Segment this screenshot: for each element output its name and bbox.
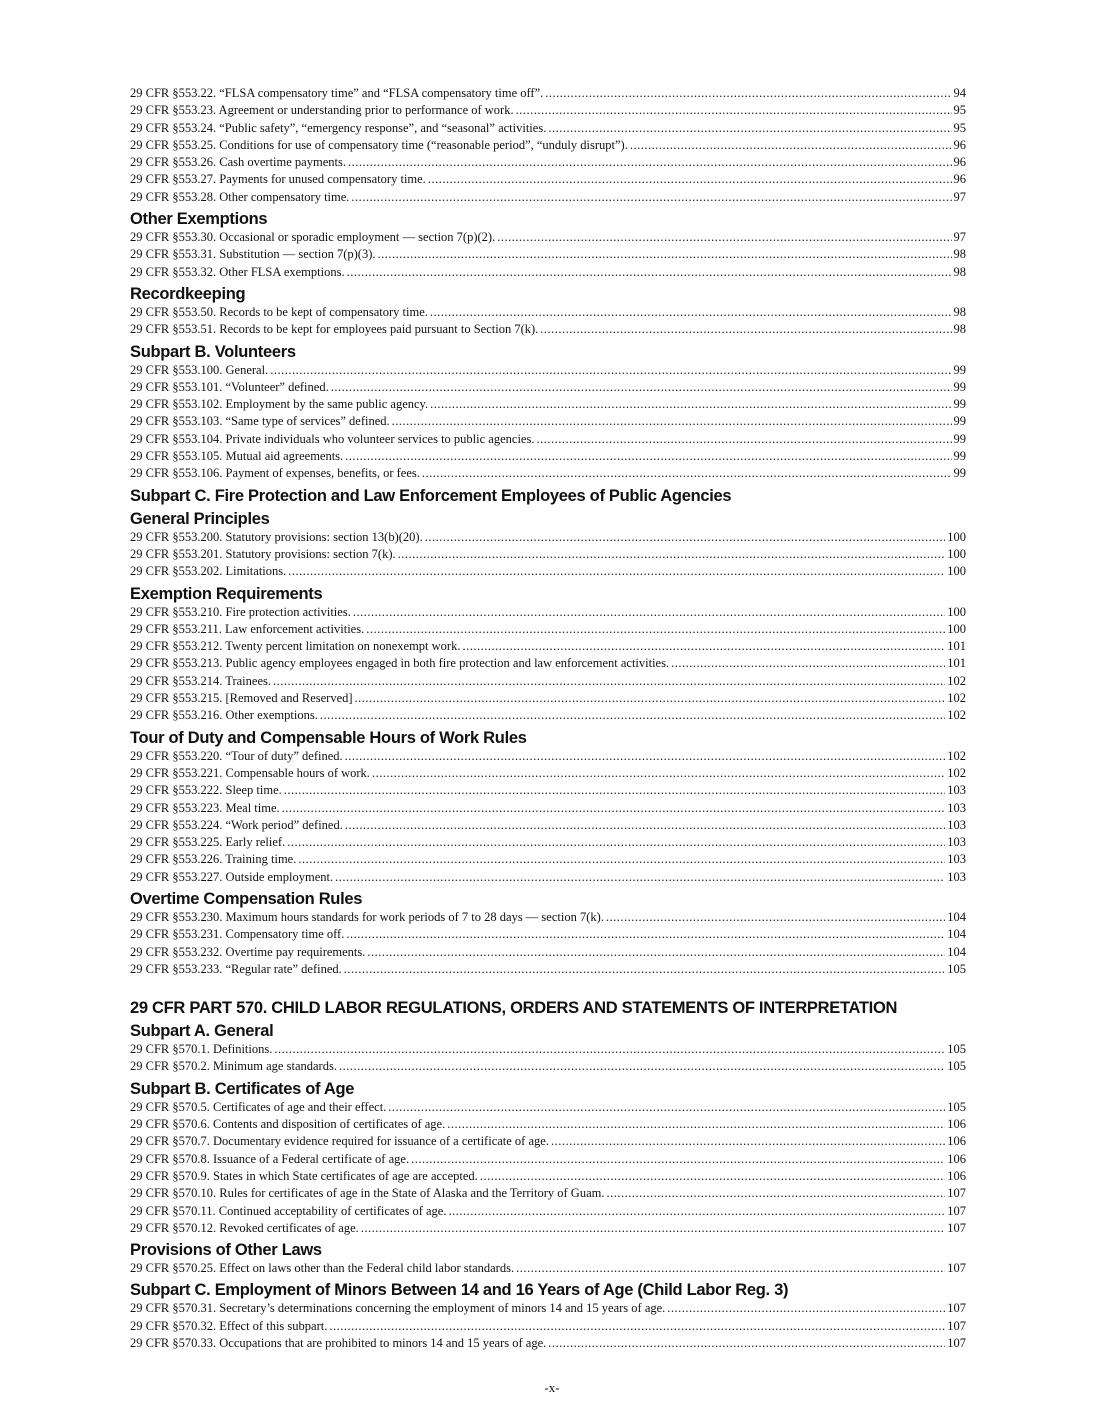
toc-entry-page: 106 [947,1134,966,1149]
toc-entry-page: 99 [953,449,966,464]
toc-entry-title: 29 CFR §553.25. Conditions for use of compensatory time (“reasonable period”, “unduly disrupt”). [130,137,628,152]
toc-entry[interactable] [130,189,966,206]
dot-leader [671,655,945,672]
toc-entry[interactable] [130,448,966,465]
toc-entry-title: 29 CFR §570.12. Revoked certificates of age. [130,1220,359,1235]
dot-leader [398,546,946,563]
toc-entry-title: 29 CFR §570.9. States in which State certificates of age are accepted. [130,1168,478,1183]
toc-entry-title: 29 CFR §553.101. “Volunteer” defined. [130,379,329,394]
toc-entry-page: 96 [953,172,966,187]
toc-entry-title: 29 CFR §553.231. Compensatory time off. [130,927,345,942]
dot-leader [331,379,952,396]
dot-leader [630,137,952,154]
toc-entry[interactable] [130,800,966,817]
dot-leader [367,944,945,961]
toc-entry-title: 29 CFR §553.23. Agreement or understanding prior to performance of work. [130,103,514,118]
section-heading: Exemption Requirements [130,584,323,603]
toc-entry[interactable] [130,321,966,338]
dot-leader [345,748,946,765]
toc-entry-page: 103 [947,852,966,867]
toc-entry-page: 100 [947,529,966,544]
toc-entry-page: 99 [953,379,966,394]
section-heading: Recordkeeping [130,284,246,303]
toc-entry-page: 99 [953,397,966,412]
dot-leader [497,229,951,246]
toc-entry-page: 105 [947,1042,966,1057]
toc-entry[interactable] [130,1203,966,1220]
toc-entry-title: 29 CFR §570.11. Continued acceptability of certificates of age. [130,1203,447,1218]
dot-leader [284,782,946,799]
toc-entry-page: 103 [947,835,966,850]
dot-leader [545,85,951,102]
toc-entry[interactable] [130,362,966,379]
toc-entry-title: 29 CFR §553.24. “Public safety”, “emergency response”, and “seasonal” activities. [130,120,547,135]
dot-leader [667,1300,945,1317]
toc-entry-page: 103 [947,869,966,884]
dot-leader [347,264,952,281]
dot-leader [425,529,946,546]
dot-leader [516,102,952,119]
toc-entry-title: 29 CFR §553.51. Records to be kept for employees paid pursuant to Section 7(k). [130,322,539,337]
toc-entry[interactable] [130,154,966,171]
toc-entry-title: 29 CFR §553.202. Limitations. [130,564,287,579]
dot-leader [536,431,951,448]
toc-entry-title: 29 CFR §553.232. Overtime pay requirements. [130,944,366,959]
toc-entry-title: 29 CFR §570.2. Minimum age standards. [130,1059,337,1074]
toc-entry-page: 95 [953,103,966,118]
toc-entry[interactable] [130,85,966,102]
toc-entry[interactable] [130,431,966,448]
toc-entry-page: 106 [947,1117,966,1132]
toc-entry-page: 101 [947,656,966,671]
toc-entry-page: 107 [947,1336,966,1351]
toc-entry-page: 103 [947,817,966,832]
dot-leader [298,851,945,868]
toc-entry[interactable] [130,1041,966,1058]
toc-entry[interactable] [130,869,966,886]
toc-entry-page: 99 [953,362,966,377]
dot-leader [462,638,945,655]
toc-entry-page: 99 [953,466,966,481]
toc-entry[interactable] [130,655,966,672]
toc-entry[interactable] [130,171,966,188]
section-heading: Overtime Compensation Rules [130,889,363,908]
dot-leader [345,448,951,465]
toc-entry-title: 29 CFR §570.8. Issuance of a Federal certificate of age. [130,1151,410,1166]
toc-entry-page: 96 [953,155,966,170]
toc-entry-title: 29 CFR §553.210. Fire protection activities. [130,604,351,619]
toc-entry-title: 29 CFR §553.225. Early relief. [130,835,286,850]
dot-leader [346,926,945,943]
toc-entry-page: 98 [953,304,966,319]
dot-leader [548,1335,945,1352]
toc-entry[interactable] [130,264,966,281]
toc-entry-page: 106 [947,1151,966,1166]
toc-entry[interactable] [130,1220,966,1237]
dot-leader [348,154,952,171]
dot-leader [287,834,945,851]
toc-entry[interactable] [130,673,966,690]
dot-leader [288,563,945,580]
toc-entry-title: 29 CFR §553.30. Occasional or sporadic employment — section 7(p)(2). [130,230,496,245]
toc-entry-page: 100 [947,564,966,579]
toc-entry-page: 103 [947,800,966,815]
toc-entry-title: 29 CFR §553.227. Outside employment. [130,869,334,884]
dot-leader [351,189,951,206]
toc-entry-title: 29 CFR §553.105. Mutual aid agreements. [130,449,344,464]
toc-entry[interactable] [130,1168,966,1185]
toc-entry-title: 29 CFR §553.32. Other FLSA exemptions. [130,264,345,279]
toc-entry[interactable] [130,396,966,413]
toc-entry-title: 29 CFR §570.10. Rules for certificates of age in the State of Alaska and the Territory of Guam. [130,1186,605,1201]
dot-leader [480,1168,945,1185]
toc-entry-title: 29 CFR §570.31. Secretary’s determinations concerning the employment of minors 14 and 15 years of age. [130,1301,666,1316]
toc-entry-page: 106 [947,1168,966,1183]
toc-entry-title: 29 CFR §553.214. Trainees. [130,673,271,688]
toc-entry-title: 29 CFR §553.27. Payments for unused compensatory time. [130,172,426,187]
toc-entry-title: 29 CFR §553.233. “Regular rate” defined. [130,961,342,976]
section-heading: Subpart B. Volunteers [130,342,296,361]
toc-entry-page: 100 [947,604,966,619]
section-heading: Subpart C. Fire Protection and Law Enforcement Employees of Public Agencies [130,486,732,505]
toc-entry-title: 29 CFR §570.1. Definitions. [130,1042,273,1057]
toc-entry[interactable] [130,604,966,621]
toc-entry[interactable] [130,465,966,482]
toc-entry-title: 29 CFR §553.200. Statutory provisions: section 13(b)(20). [130,529,423,544]
dot-leader [448,1203,945,1220]
toc-entry-page: 107 [947,1261,966,1276]
table-of-contents [130,85,966,1352]
toc-entry[interactable] [130,926,966,943]
toc-entry-title: 29 CFR §570.6. Contents and disposition of certificates of age. [130,1117,446,1132]
toc-entry[interactable] [130,1116,966,1133]
toc-entry-title: 29 CFR §553.103. “Same type of services” defined. [130,414,390,429]
toc-entry-title: 29 CFR §553.215. [Removed and Reserved] [130,691,353,706]
toc-entry[interactable] [130,690,966,707]
toc-entry-title: 29 CFR §553.31. Substitution — section 7(p)(3). [130,247,376,262]
toc-entry-title: 29 CFR §553.222. Sleep time. [130,783,282,798]
section-heading: General Principles [130,509,270,528]
toc-entry-title: 29 CFR §553.102. Employment by the same public agency. [130,397,429,412]
toc-entry-page: 102 [947,748,966,763]
toc-entry[interactable] [130,1151,966,1168]
dot-leader [548,120,951,137]
toc-entry-title: 29 CFR §570.32. Effect of this subpart. [130,1318,328,1333]
toc-entry-title: 29 CFR §553.26. Cash overtime payments. [130,155,346,170]
toc-entry-title: 29 CFR §553.106. Payment of expenses, benefits, or fees. [130,466,420,481]
dot-leader [606,1185,945,1202]
toc-entry[interactable] [130,379,966,396]
toc-entry-title: 29 CFR §553.224. “Work period” defined. [130,817,343,832]
toc-entry-title: 29 CFR §553.230. Maximum hours standards for work periods of 7 to 28 days — section 7(k). [130,909,604,924]
toc-entry-title: 29 CFR §553.221. Compensable hours of work. [130,765,370,780]
dot-leader [422,465,952,482]
toc-entry-page: 98 [953,322,966,337]
toc-entry[interactable] [130,834,966,851]
toc-entry[interactable] [130,546,966,563]
dot-leader [540,321,951,338]
toc-entry-page: 105 [947,1099,966,1114]
toc-entry[interactable] [130,1300,966,1317]
section-heading: Subpart B. Certificates of Age [130,1079,355,1098]
toc-entry-page: 101 [947,639,966,654]
toc-entry-title: 29 CFR §570.7. Documentary evidence required for issuance of a certificate of age. [130,1134,549,1149]
toc-entry[interactable] [130,1133,966,1150]
dot-leader [430,396,951,413]
dot-leader [388,1099,945,1116]
toc-entry[interactable] [130,1260,966,1277]
dot-leader [372,765,945,782]
toc-entry[interactable] [130,563,966,580]
toc-entry[interactable] [130,1335,966,1352]
toc-entry-page: 95 [953,120,966,135]
toc-entry[interactable] [130,1099,966,1116]
dot-leader [320,707,945,724]
dot-leader [361,1220,945,1237]
dot-leader [516,1260,945,1277]
toc-entry-page: 105 [947,961,966,976]
toc-entry[interactable] [130,413,966,430]
toc-entry-title: 29 CFR §553.211. Law enforcement activities. [130,621,365,636]
toc-entry-page: 107 [947,1203,966,1218]
toc-entry[interactable] [130,765,966,782]
toc-entry[interactable] [130,944,966,961]
toc-entry-page: 104 [947,944,966,959]
dot-leader [329,1318,945,1335]
toc-entry[interactable] [130,909,966,926]
toc-entry-page: 105 [947,1059,966,1074]
toc-entry-page: 102 [947,673,966,688]
dot-leader [274,1041,945,1058]
toc-entry-page: 107 [947,1186,966,1201]
dot-leader [270,362,951,379]
toc-entry-page: 102 [947,691,966,706]
page-number: -x- [544,1380,560,1395]
toc-entry-title: 29 CFR §553.212. Twenty percent limitation on nonexempt work. [130,639,461,654]
toc-entry[interactable] [130,782,966,799]
dot-leader [355,690,946,707]
toc-entry-page: 97 [953,189,966,204]
toc-entry-page: 98 [953,247,966,262]
toc-entry-title: 29 CFR §570.25. Effect on laws other than the Federal child labor standards. [130,1261,515,1276]
toc-entry[interactable] [130,748,966,765]
toc-entry[interactable] [130,1058,966,1075]
toc-entry-title: 29 CFR §553.201. Statutory provisions: section 7(k). [130,546,396,561]
toc-entry-title: 29 CFR §553.22. “FLSA compensatory time” and “FLSA compensatory time off”. [130,86,544,100]
toc-entry-title: 29 CFR §570.33. Occupations that are prohibited to minors 14 and 15 years of age. [130,1336,547,1351]
dot-leader [353,604,945,621]
toc-entry-page: 103 [947,783,966,798]
toc-entry-title: 29 CFR §553.216. Other exemptions. [130,708,318,723]
toc-entry-page: 99 [953,414,966,429]
dot-leader [411,1151,945,1168]
section-heading: Subpart A. General [130,1022,274,1041]
toc-entry-title: 29 CFR §570.5. Certificates of age and their effect. [130,1099,387,1114]
toc-entry-title: 29 CFR §553.104. Private individuals who volunteer services to public agencies. [130,431,535,446]
section-heading: Provisions of Other Laws [130,1241,322,1260]
toc-entry-page: 100 [947,621,966,636]
toc-entry[interactable] [130,851,966,868]
part-heading: 29 CFR PART 570. CHILD LABOR REGULATIONS, ORDERS AND STATEMENTS OF INTERPRETATION [130,999,898,1018]
dot-leader [428,171,952,188]
toc-entry-page: 98 [953,264,966,279]
toc-entry-title: 29 CFR §553.223. Meal time. [130,800,280,815]
toc-entry-page: 102 [947,708,966,723]
dot-leader [339,1058,945,1075]
toc-entry[interactable] [130,137,966,154]
toc-entry[interactable] [130,1185,966,1202]
toc-entry-page: 107 [947,1318,966,1333]
toc-entry[interactable] [130,529,966,546]
toc-entry-title: 29 CFR §553.213. Public agency employees engaged in both fire protection and law enforcement activities. [130,656,670,671]
toc-entry[interactable] [130,638,966,655]
toc-entry-page: 100 [947,546,966,561]
toc-entry-title: 29 CFR §553.220. “Tour of duty” defined. [130,748,343,763]
toc-entry[interactable] [130,304,966,321]
dot-leader [430,304,952,321]
toc-entry-page: 102 [947,765,966,780]
toc-entry-page: 96 [953,137,966,152]
dot-leader [551,1133,945,1150]
dot-leader [378,246,952,263]
toc-entry-page: 107 [947,1220,966,1235]
toc-entry[interactable] [130,621,966,638]
toc-entry[interactable] [130,707,966,724]
dot-leader [282,800,946,817]
dot-leader [273,673,945,690]
toc-entry-title: 29 CFR §553.226. Training time. [130,852,297,867]
toc-entry-page: 99 [953,431,966,446]
toc-entry[interactable] [130,1318,966,1335]
dot-leader [335,869,945,886]
toc-entry-title: 29 CFR §553.50. Records to be kept of compensatory time. [130,304,428,319]
toc-entry-page: 104 [947,909,966,924]
toc-entry-page: 97 [953,230,966,245]
toc-entry[interactable] [130,817,966,834]
section-heading: Tour of Duty and Compensable Hours of Work Rules [130,728,527,747]
toc-entry[interactable] [130,229,966,246]
section-heading: Other Exemptions [130,210,268,229]
dot-leader [606,909,945,926]
toc-entry-page: 107 [947,1301,966,1316]
toc-entry-page: 94 [953,86,966,100]
section-heading: Subpart C. Employment of Minors Between 14 and 16 Years of Age (Child Labor Reg. 3) [130,1281,789,1300]
toc-entry[interactable] [130,102,966,119]
toc-entry[interactable] [130,246,966,263]
dot-leader [345,817,945,834]
dot-leader [366,621,945,638]
toc-entry-page: 104 [947,927,966,942]
toc-entry[interactable] [130,120,966,137]
dot-leader [392,413,952,430]
toc-entry[interactable] [130,961,966,978]
toc-entry-title: 29 CFR §553.100. General. [130,362,269,377]
toc-entry-title: 29 CFR §553.28. Other compensatory time. [130,189,350,204]
dot-leader [344,961,945,978]
dot-leader [447,1116,945,1133]
